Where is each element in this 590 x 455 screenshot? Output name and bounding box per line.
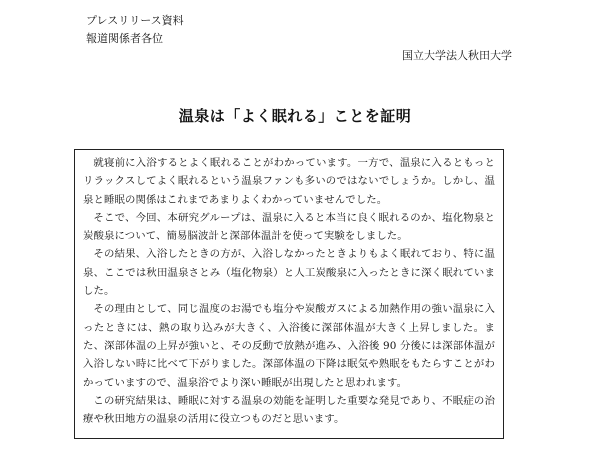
paragraph-3: その結果、入浴したときの方が、入浴しなかったときよりもよく眠れており、特に温泉、ここでは秋田温泉さとみ（塩化物泉）と人工炭酸泉に入ったときに深く眠れていました。 (83, 248, 495, 298)
paragraph-5: この研究結果は、睡眠に対する温泉の効能を証明した重要な発見であり、不眠症の治療や秋田地方の温泉の活用に役立つものだと思います。 (83, 394, 495, 426)
organization-name: 国立大学法人秋田大学 (402, 49, 512, 62)
document-title: 温泉は「よく眠れる」ことを証明 (178, 107, 412, 125)
paragraph-4: その理由として、同じ温度のお湯でも塩分や炭酸ガスによる加熱作用の強い温泉に入ったときには、熱の取り込みが大きく、入浴後に深部体温が大きく上昇しました。また、深部体温の上昇が強いと、その反動で放熱が進み、入浴後 90 分後には深部体温が入浴しない時に比べて下がりました。深部体温の下降は眠気や熟眠をもたらすことがわかっていますので、温泉浴でより深い睡眠が出現したと思われます。 (83, 303, 495, 389)
summary-box (74, 149, 504, 439)
paragraph-2: そこで、今回、本研究グループは、温泉に入ると本当に良く眠れるのか、塩化物泉と炭酸泉について、簡易脳波計と深部体温計を使って実験をしました。 (83, 211, 495, 243)
addressee-label: 報道関係者各位 (86, 32, 163, 45)
press-release-label: プレスリリース資料 (86, 14, 184, 27)
paragraph-1: 就寝前に入浴するとよく眠れることがわかっています。一方で、温泉に入るともっとリラックスしてよく眠れるという温泉ファンも多いのではないでしょうか。しかし、温泉と睡眠の関係はこれまであまりよくわかっていませんでした。 (83, 157, 495, 206)
